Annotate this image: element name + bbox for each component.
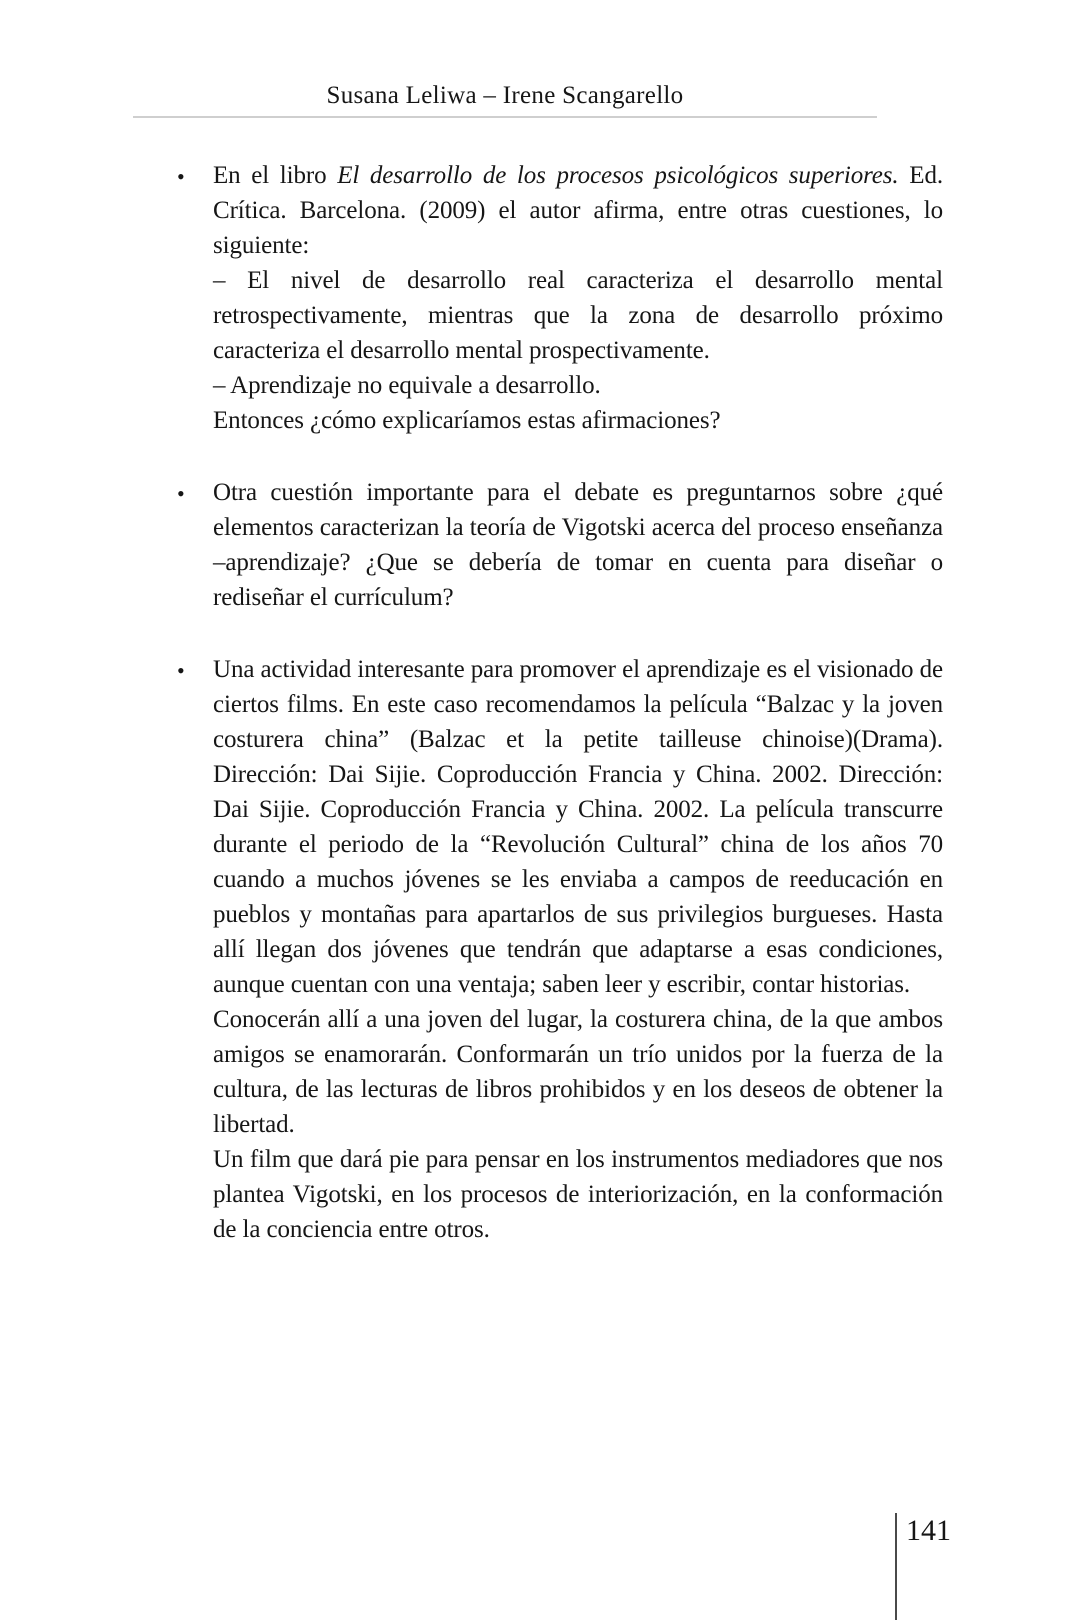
text-run: Conocerán allí a una joven del lugar, la costurera china, de la que ambos amigos se enamorarán. Conformarán un trío unidos por la fuerza de la cultura, de las lecturas de libros prohibidos y en los deseos de obtener la libertad.: [213, 1006, 943, 1138]
text-run: Ed. Crítica. Barcelona. (2009) el autor afirma, entre otras cuestiones, lo siguiente:: [213, 162, 944, 259]
paragraph: [213, 475, 943, 615]
bullet-list: [175, 158, 943, 1247]
bullet-icon: •: [177, 658, 185, 683]
text-run: Entonces ¿cómo explicaríamos estas afirmaciones?: [213, 407, 721, 434]
page-footer: [895, 1513, 951, 1620]
bullet-icon: •: [177, 481, 185, 506]
text-run: – Aprendizaje no equivale a desarrollo.: [213, 372, 601, 399]
header-rule: [133, 116, 877, 118]
paragraph: [213, 403, 943, 438]
paragraph: [213, 263, 943, 368]
text-run: Una actividad interesante para promover el aprendizaje es el visionado de ciertos films. En este caso recomendamos la película “Balzac y la joven costurera china” (Balzac et la petite tailleuse chinoise)(Drama). Dirección: Dai Sijie. Coproducción Francia y China. 2002. Dirección: Dai Sijie. Coproducción Francia y China. 2002. La película transcurre durante el periodo de la “Revolución Cultural” china de los años 70 cuando a muchos jóvenes se les enviaba a campos de reeducación en pueblos y montañas para apartarlos de sus privilegios burgueses. Hasta allí llegan dos jóvenes que tendrán que adaptarse a esas condiciones, aunque cuentan con una ventaja; saben leer y escribir, contar historias.: [213, 656, 943, 998]
italic-text-run: El desarrollo de los procesos psicológicos superiores.: [337, 162, 899, 189]
paragraph: [213, 368, 943, 403]
page-number: 141: [906, 1514, 951, 1547]
list-item: [175, 652, 943, 1247]
bullet-icon: •: [177, 164, 185, 189]
text-run: – El nivel de desarrollo real caracteriza el desarrollo mental retrospectivamente, mientras que la zona de desarrollo próximo caracteriza el desarrollo mental prospectivamente.: [213, 267, 943, 364]
text-run: Otra cuestión importante para el debate es preguntarnos sobre ¿qué elementos caracterizan la teoría de Vigotski acerca del proceso enseñanza –aprendizaje? ¿Que se debería de tomar en cuenta para diseñar o rediseñar el currículum?: [213, 479, 943, 611]
page-body: [175, 158, 943, 1284]
text-run: Un film que dará pie para pensar en los instrumentos mediadores que nos plantea Vigotski, en los procesos de interiorización, en la conformación de la conciencia entre otros.: [213, 1146, 943, 1243]
text-run: En el libro: [213, 162, 338, 189]
paragraph: [213, 1002, 943, 1142]
page-header: [133, 0, 877, 118]
paragraph: [213, 652, 943, 1002]
running-head-authors: Susana Leliwa – Irene Scangarello: [326, 82, 684, 109]
list-item: [175, 158, 943, 438]
paragraph: [213, 158, 943, 263]
list-item: [175, 475, 943, 615]
paragraph: [213, 1142, 943, 1247]
